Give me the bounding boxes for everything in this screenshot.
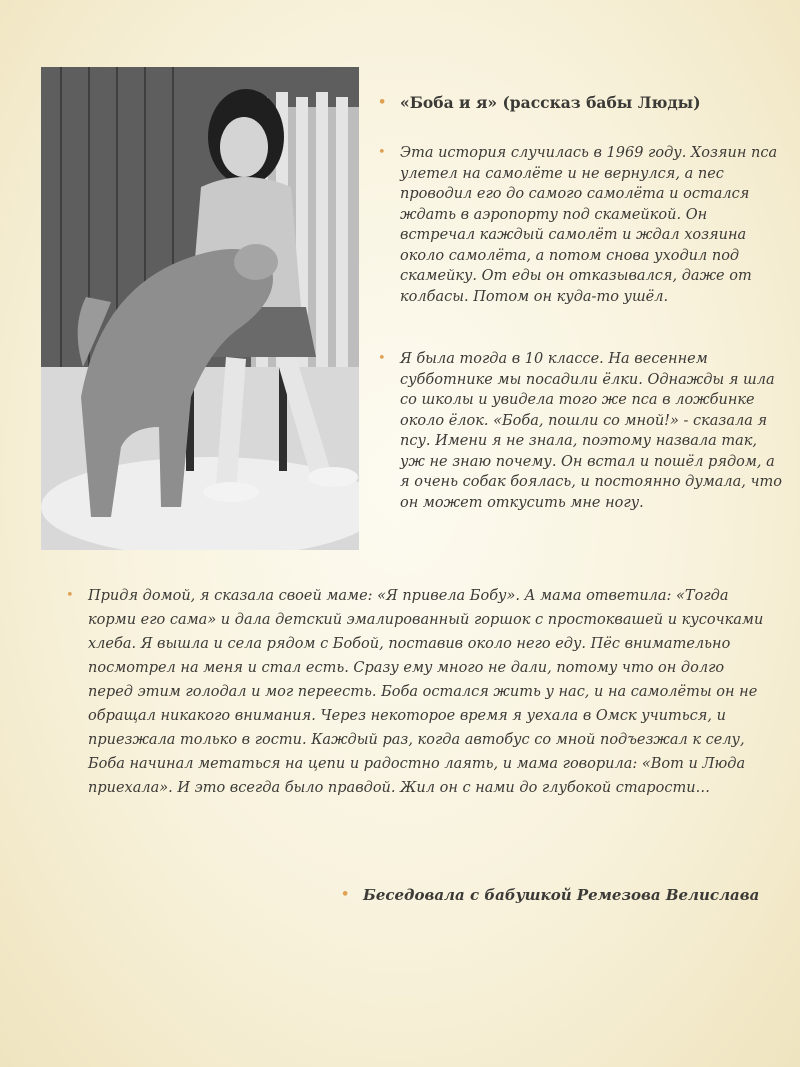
bullet-icon: • [378, 145, 386, 160]
paragraph-3-text: Придя домой, я сказала своей маме: «Я привела Бобу». А мама ответила: «Тогда корми его сама» и дала детский эмалированный горшок с простоквашей и кусочками хлеба. Я вышла и села рядом с Бобой, поставив около него еду. Пёс внимательно посмотрел на меня и стал есть. Сразу ему много не дали, потому что он долго перед этим голодал и мог переесть. Боба остался жить у нас, и на самолёты он не обращал никакого внимания. Через некоторое время я уехала в Омск учиться, и приезжала только в гости. Каждый раз, когда автобус со мной подъезжал к селу, Боба начинал метаться на цепи и радостно лаять, и мама говорила: «Вот и Люда приехала». И это всегда было правдой. Жил он с нами до глубокой старости… [88, 588, 764, 796]
bullet-icon: • [378, 351, 386, 366]
story-title [378, 93, 780, 113]
paragraph-3 [66, 584, 768, 800]
signature [341, 885, 783, 905]
signature-text: Беседовала с бабушкой Ремезова Велислава [363, 886, 760, 904]
bullet-icon: • [341, 887, 350, 902]
paragraph-2-text: Я была тогда в 10 классе. На весеннем субботнике мы посадили ёлки. Однажды я шла со школы и увидела того же пса в ложбинке около ёлок. «Боба, пошли со мной!» - сказала я псу. Имени я не знала, поэтому назвала так, уж не знаю почему. Он встал и пошёл рядом, а я очень собак боялась, и постоянно думала, что он может откусить мне ногу. [400, 351, 783, 511]
photo-girl-with-dog [41, 67, 359, 550]
paragraph-2 [378, 349, 785, 513]
bullet-icon: • [66, 588, 74, 603]
bullet-icon: • [378, 95, 387, 110]
paragraph-1 [378, 143, 785, 307]
story-title-text: «Боба и я» (рассказ бабы Люды) [400, 93, 701, 112]
paragraph-1-text: Эта история случилась в 1969 году. Хозяин пса улетел на самолёте и не вернулся, а пес проводил его до самого самолёта и остался ждать в аэропорту под скамейкой. Он встречал каждый самолёт и ждал хозяина около самолёта, а потом снова уходил под скамейку. От еды он отказывался, даже от колбасы. Потом он куда-то ушёл. [400, 145, 778, 305]
